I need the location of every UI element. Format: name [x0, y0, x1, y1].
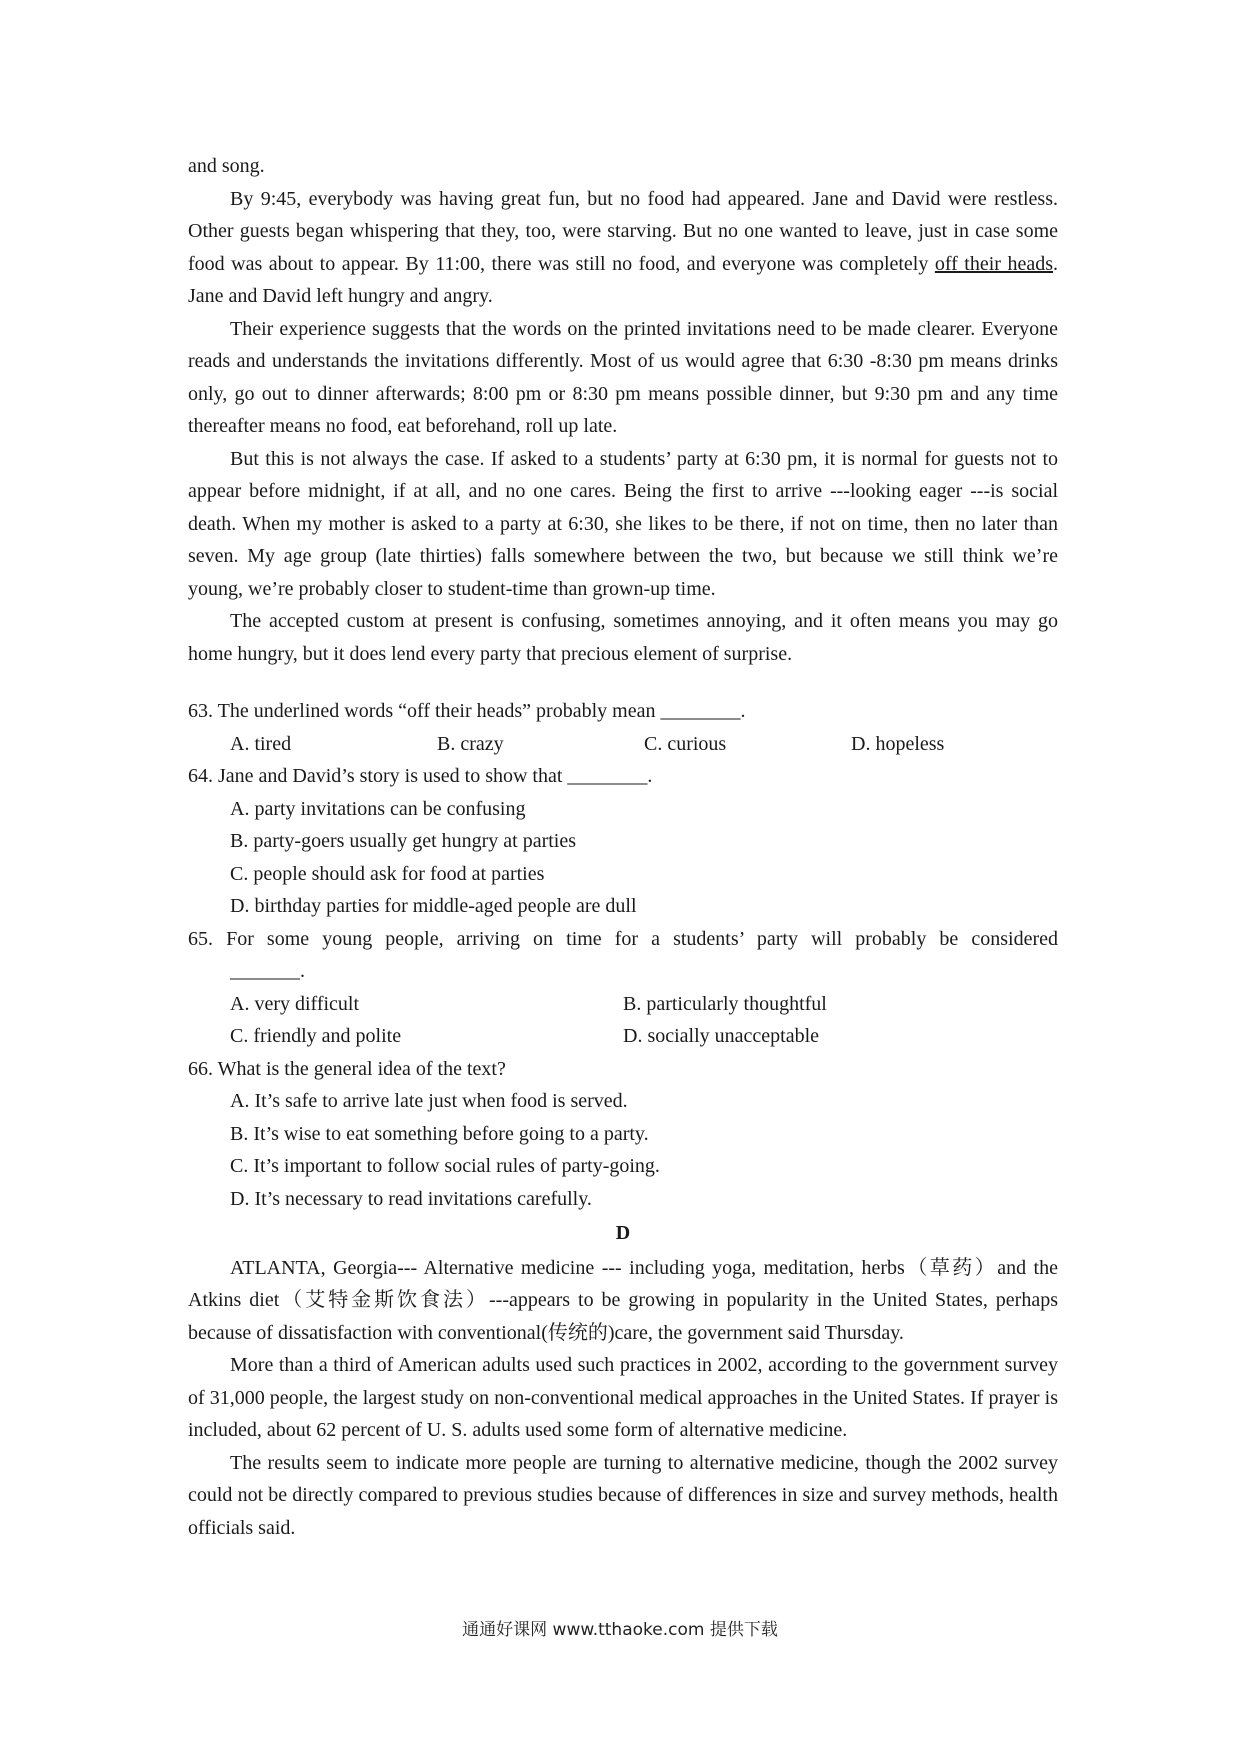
option-a: A. very difficult: [230, 992, 360, 1015]
option-b: B. It’s wise to eat something before going to a party.: [230, 1122, 649, 1145]
option-d: D. hopeless: [851, 732, 945, 755]
question-63: [188, 695, 1058, 760]
paragraph: The accepted custom at present is confusing, sometimes annoying, and it often means you may go home hungry, but it does lend every party that precious element of surprise.: [188, 610, 1058, 665]
paragraph: ATLANTA, Georgia--- Alternative medicine --- including yoga, meditation, herbs（草药）and the Atkins diet（艾特金斯饮食法）---appears to be growing in popularity in the United States, perhaps because of dissatisfaction with conventional(传统的)care, the government said Thursday.: [188, 1256, 1058, 1344]
paragraph: More than a third of American adults used such practices in 2002, according to the government survey of 31,000 people, the largest study on non-conventional medical approaches in the United States. If prayer is included, about 62 percent of U. S. adults used some form of alternative medicine.: [188, 1354, 1058, 1441]
question-stem: 64. Jane and David’s story is used to show that ________.: [188, 765, 653, 787]
option-c: C. friendly and polite: [230, 1025, 402, 1047]
page-footer: 通通好课网 www.tthaoke.com 提供下载: [462, 1620, 778, 1640]
option-c: C. people should ask for food at parties: [230, 862, 545, 885]
question-64: [188, 760, 1058, 923]
option-b: B. particularly thoughtful: [623, 992, 827, 1015]
option-d: D. socially unacceptable: [623, 1025, 820, 1047]
paragraph: The results seem to indicate more people are turning to alternative medicine, though the 2002 survey could not be directly compared to previous studies because of differences in size and survey methods, health officials said.: [188, 1451, 1058, 1539]
option-c: C. curious: [644, 732, 727, 755]
paragraph: But this is not always the case. If asked to a students’ party at 6:30 pm, it is normal for guests not to appear before midnight, if at all, and no one cares. Being the first to arrive ---looking eager ---is social death. When my mother is asked to a party at 6:30, she likes to be there, if not on time, then no later than seven. My age group (late thirties) falls somewhere between the two, but because we still think we’re young, we’re probably closer to student-time than grown-up time.: [188, 447, 1058, 600]
paragraph: and song.: [188, 155, 265, 177]
option-c: C. It’s important to follow social rules of party-going.: [230, 1155, 660, 1177]
option-a: A. party invitations can be confusing: [230, 797, 526, 820]
answer-blank: _______.: [230, 960, 305, 982]
option-b: B. party-goers usually get hungry at parties: [230, 830, 577, 852]
exam-page: [188, 150, 1058, 1544]
option-d: D. It’s necessary to read invitations carefully.: [230, 1187, 592, 1210]
option-d: D. birthday parties for middle-aged people are dull: [230, 895, 637, 917]
question-65: [188, 923, 1058, 1053]
option-a: A. tired: [230, 732, 292, 755]
question-66: [188, 1053, 1058, 1216]
option-a: A. It’s safe to arrive late just when food is served.: [230, 1090, 628, 1112]
passage-c: [188, 150, 1058, 670]
underlined-phrase: off their heads: [934, 252, 1053, 275]
question-stem: 66. What is the general idea of the text?: [188, 1057, 506, 1080]
option-b: B. crazy: [437, 732, 504, 755]
paragraph: By 9:45, everybody was having great fun, but no food had appeared. Jane and David were restless. Other guests began whispering that they, too, were starving. But no one wanted to leave, just in case some food was about to appear. By 11:00, there was still no food, and everyone was completely off their heads. Jane and David left hungry and angry.: [188, 187, 1058, 307]
question-stem: 63. The underlined words “off their heads” probably mean ________.: [188, 700, 746, 722]
question-stem: 65. For some young people, arriving on time for a students’ party will probably be considered: [188, 927, 1058, 950]
passage-d: [188, 1217, 1058, 1544]
section-heading: D: [615, 1222, 631, 1244]
paragraph: Their experience suggests that the words on the printed invitations need to be made clearer. Everyone reads and understands the invitations differently. Most of us would agree that 6:30 -8:30 pm means drinks only, go out to dinner afterwards; 8:00 pm or 8:30 pm means possible dinner, but 9:30 pm and any time thereafter means no food, eat beforehand, roll up late.: [188, 317, 1058, 437]
